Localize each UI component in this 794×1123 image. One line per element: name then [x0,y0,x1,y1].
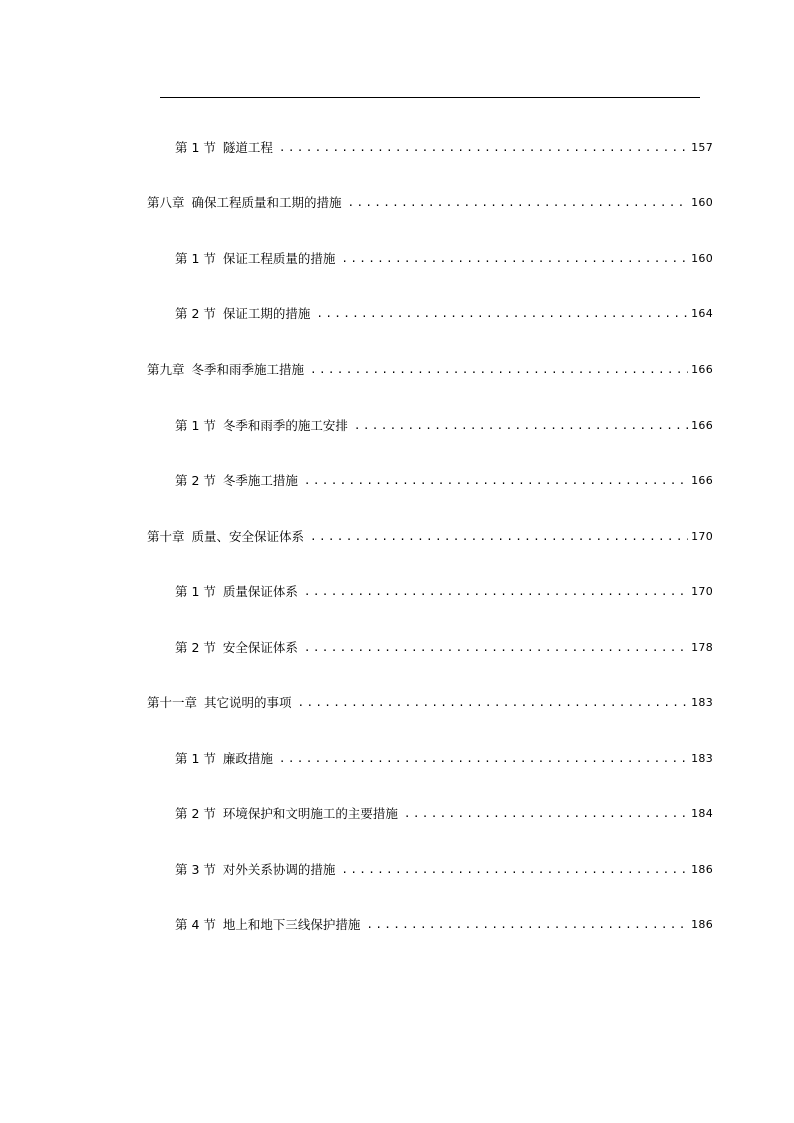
toc-entry-number: 第十一章 [147,695,198,710]
toc-entry-number: 第九章 [147,362,185,377]
toc-entry-number: 第 4 节 [175,917,216,932]
toc-dot-leader [304,584,688,600]
toc-dot-leader [279,751,688,767]
toc-entry-number: 第十章 [147,529,185,544]
toc-entry[interactable] [175,414,713,434]
toc-entry-number: 第 2 节 [175,806,216,821]
toc-entry-page: 184 [691,807,713,820]
toc-entry[interactable] [175,469,713,489]
toc-entry-title: 质量、安全保证体系 [191,529,305,544]
toc-entry-page: 170 [691,585,713,598]
toc-entry-page: 183 [691,696,713,709]
toc-dot-leader [316,306,688,322]
toc-entry[interactable] [147,358,713,378]
header-rule [160,97,700,98]
toc-entry-page: 166 [691,419,713,432]
toc-entry-number: 第 3 节 [175,862,216,877]
toc-entry[interactable] [175,802,713,822]
toc-entry-number: 第 1 节 [175,251,216,266]
toc-dot-leader [341,251,688,267]
toc-entry-number: 第 2 节 [175,640,216,655]
toc-dot-leader [341,862,688,878]
toc-dot-leader [310,362,688,378]
toc-entry-page: 186 [691,863,713,876]
toc-entry-number: 第 1 节 [175,418,216,433]
toc-dot-leader [310,529,688,545]
toc-entry-title: 确保工程质量和工期的措施 [191,195,342,210]
toc-entry-number: 第 1 节 [175,140,216,155]
toc-entry-number: 第 1 节 [175,584,216,599]
toc-entry-page: 160 [691,252,713,265]
toc-entry-page: 178 [691,641,713,654]
toc-dot-leader [304,473,688,489]
toc-entry[interactable] [147,525,713,545]
toc-entry-page: 166 [691,363,713,376]
toc-entry-title: 对外关系协调的措施 [222,862,336,877]
toc-entry-title: 质量保证体系 [222,584,298,599]
toc-entry-page: 166 [691,474,713,487]
toc-entry[interactable] [175,858,713,878]
toc-entry-number: 第八章 [147,195,185,210]
toc-entry-title: 冬季和雨季施工措施 [191,362,305,377]
toc-dot-leader [298,695,689,711]
toc-entry[interactable] [175,636,713,656]
toc-entry-title: 保证工程质量的措施 [222,251,336,266]
toc-entry-page: 186 [691,918,713,931]
toc-entry-page: 157 [691,141,713,154]
toc-entry[interactable] [175,302,713,322]
toc-dot-leader [348,195,689,211]
toc-entry[interactable] [147,191,713,211]
toc-dot-leader [354,418,688,434]
toc-entry-number: 第 2 节 [175,306,216,321]
toc-dot-leader [366,917,688,933]
toc-entry-page: 183 [691,752,713,765]
toc-entry[interactable] [175,747,713,767]
toc-entry-title: 廉政措施 [222,751,273,766]
toc-entry[interactable] [175,580,713,600]
toc-dot-leader [279,140,688,156]
toc-entry-number: 第 1 节 [175,751,216,766]
toc-entry-page: 160 [691,196,713,209]
toc-entry-title: 隧道工程 [222,140,273,155]
toc-entry[interactable] [147,691,713,711]
toc-entry[interactable] [175,136,713,156]
toc-entry-title: 地上和地下三线保护措施 [222,917,361,932]
toc-dot-leader [404,806,688,822]
toc-entry[interactable] [175,913,713,933]
toc-entry-title: 冬季施工措施 [222,473,298,488]
toc-entry-title: 安全保证体系 [222,640,298,655]
toc-entry-page: 170 [691,530,713,543]
toc-entry-title: 环境保护和文明施工的主要措施 [222,806,398,821]
toc-dot-leader [304,640,688,656]
toc-entry-title: 其它说明的事项 [204,695,292,710]
toc-entry[interactable] [175,247,713,267]
toc-entry-number: 第 2 节 [175,473,216,488]
toc-entry-page: 164 [691,307,713,320]
toc-entry-title: 保证工期的措施 [222,306,311,321]
toc-entry-title: 冬季和雨季的施工安排 [222,418,348,433]
